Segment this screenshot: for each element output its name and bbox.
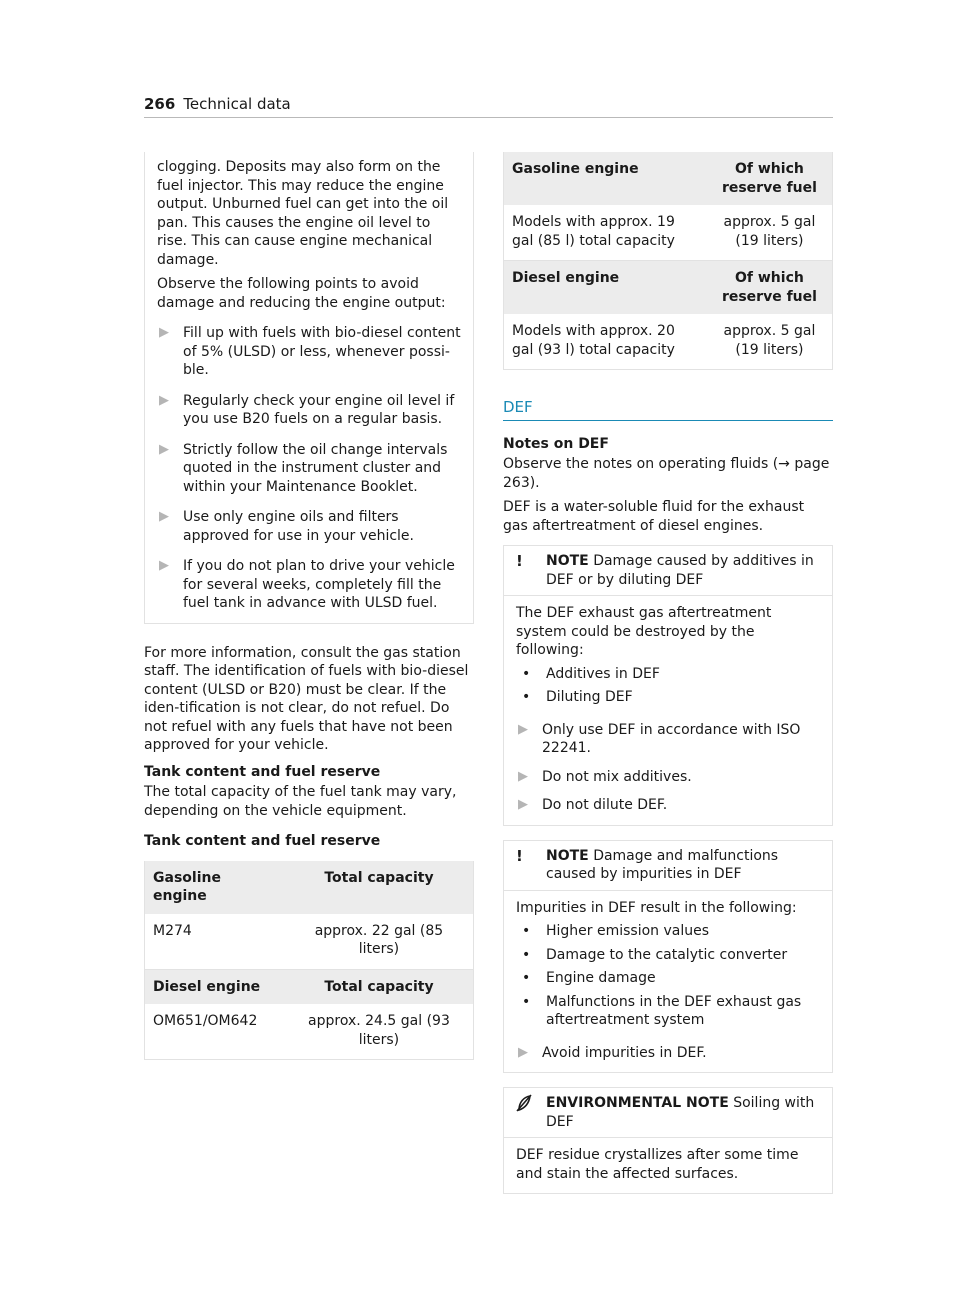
- table-header-cell: Total capacity: [285, 861, 474, 914]
- bullet-icon: •: [522, 923, 531, 939]
- note-box-additives: [503, 545, 833, 826]
- arrow-right-icon: ▶: [518, 721, 528, 737]
- note-text: DEF residue crystallizes after some time and stain the affected surfaces.: [516, 1147, 799, 1182]
- arrow-right-icon: ▶: [518, 1044, 528, 1060]
- table-header-cell: Gasoline engine: [504, 152, 707, 205]
- note-label: ENVIRONMENTAL NOTE: [546, 1095, 729, 1111]
- table-row: [504, 314, 833, 370]
- intro-paragraph-2: Observe the following points to avoid damage and reducing the engine output:: [157, 276, 446, 311]
- list-item: • Damage to the catalytic converter: [516, 946, 820, 965]
- arrow-right-icon: ▶: [159, 392, 169, 408]
- step-item: ▶ Regularly check your engine oil level if you use B20 fuels on a regular basis.: [159, 392, 455, 427]
- table-cell: approx. 5 gal (19 liters): [707, 314, 833, 370]
- tank-heading: Tank content and fuel reserve: [144, 763, 381, 780]
- intro-paragraph: clogging. Deposits may also form on the fuel injector. This may reduce the engine output. Unburned fuel can get into the oil pan. This causes the engine oil level to rise. This can cause engine mechanical damage.: [157, 159, 449, 268]
- step-item: ▶ Strictly follow the oil change intervals quoted in the instrument cluster and within your Maintenance Booklet.: [159, 441, 448, 495]
- list-item: • Diluting DEF: [516, 688, 820, 707]
- note-body: [504, 1138, 832, 1193]
- bullet-icon: •: [522, 665, 531, 682]
- page-header: [144, 95, 833, 118]
- arrow-right-icon: ▶: [518, 797, 528, 812]
- note-title: Damage caused by additives in DEF or by diluting DEF: [546, 553, 814, 588]
- note-label: NOTE: [546, 553, 589, 569]
- warning-icon: !: [516, 846, 523, 865]
- list-item: • Additives in DEF: [516, 665, 820, 684]
- page-number: 266: [144, 95, 176, 113]
- step-item: ▶ Avoid impurities in DEF.: [518, 1044, 707, 1061]
- bullet-icon: •: [522, 993, 531, 1010]
- table-cell: OM651/OM642: [145, 1004, 285, 1060]
- note-header: [504, 841, 832, 891]
- table-row: [145, 914, 474, 970]
- arrow-right-icon: ▶: [159, 325, 169, 340]
- right-column: [503, 152, 833, 1208]
- table-cell: Models with approx. 19 gal (85 l) total capacity: [504, 205, 707, 261]
- step-item: ▶ Only use DEF in accordance with ISO 22241.: [518, 721, 801, 756]
- arrow-right-icon: ▶: [159, 509, 169, 524]
- step-item: ▶ Use only engine oils and filters approved for use in your vehicle.: [159, 509, 414, 544]
- notes-heading: Notes on DEF: [503, 435, 609, 452]
- table-header-cell: Of which reserve fuel: [707, 261, 833, 315]
- note-text: The DEF exhaust gas aftertreatment system could be destroyed by the following:: [516, 605, 772, 658]
- table-header-cell: Diesel engine: [504, 261, 707, 315]
- table-cell: approx. 5 gal (19 liters): [707, 205, 833, 261]
- section-title-def: DEF: [503, 398, 833, 421]
- reserve-fuel-table: [503, 152, 833, 370]
- table-header-row: [145, 969, 474, 1004]
- arrow-right-icon: ▶: [159, 441, 169, 457]
- tank-capacity-table: [144, 861, 474, 1061]
- note-header: [504, 1088, 832, 1138]
- step-item: ▶ Do not mix additives.: [518, 768, 692, 785]
- table-heading: Tank content and fuel reserve: [144, 833, 381, 849]
- table-row: [504, 205, 833, 261]
- table-header-row: [145, 861, 474, 914]
- note-label: NOTE: [546, 847, 589, 864]
- table-header-cell: Diesel engine: [145, 969, 285, 1004]
- table-cell: Models with approx. 20 gal (93 l) total capacity: [504, 314, 707, 370]
- list-item: • Engine damage: [516, 969, 820, 988]
- notes-paragraph-2: DEF is a water-soluble fluid for the exhaust gas aftertreatment of diesel engines.: [503, 499, 805, 534]
- left-column: [144, 152, 474, 1060]
- note-title: Damage and malfunctions caused by impurities in DEF: [546, 847, 779, 882]
- tank-paragraph: The total capacity of the fuel tank may vary, depending on the vehicle equipment.: [144, 784, 457, 819]
- bullet-icon: •: [522, 946, 531, 963]
- note-box-impurities: [503, 840, 833, 1074]
- table-cell: M274: [145, 914, 285, 970]
- note-body: [504, 596, 832, 825]
- bullet-icon: •: [522, 689, 531, 705]
- arrow-right-icon: ▶: [159, 558, 169, 573]
- step-item: ▶ If you do not plan to drive your vehicle for several weeks, completely fill the fuel tank in advance with ULSD fuel.: [159, 558, 455, 611]
- table-header-row: [504, 261, 833, 315]
- table-cell: approx. 24.5 gal (93 liters): [285, 1004, 474, 1060]
- table-header-row: [504, 152, 833, 205]
- note-title: Soiling with DEF: [546, 1095, 815, 1130]
- note-box-environmental: [503, 1087, 833, 1194]
- list-item: • Malfunctions in the DEF exhaust gas aftertreatment system: [516, 993, 820, 1030]
- bio-diesel-box: [144, 152, 474, 624]
- table-cell: approx. 22 gal (85 liters): [285, 914, 474, 970]
- arrow-right-icon: ▶: [518, 768, 528, 784]
- table-row: [145, 1004, 474, 1060]
- info-paragraph: For more information, consult the gas station staff. The identification of fuels with bio-diesel content (ULSD or B20) must be clear. If the iden-tification is not clear, do not refuel. Do not refuel with any fuels that have not been approved for your vehicle.: [144, 644, 469, 753]
- note-text: Impurities in DEF result in the following:: [516, 899, 797, 916]
- page-section-title: Technical data: [183, 95, 291, 113]
- environment-leaf-icon: [516, 1094, 546, 1131]
- note-body: [504, 891, 832, 1073]
- notes-paragraph: Observe the notes on operating fluids (→ page 263).: [503, 456, 830, 491]
- warning-icon: !: [516, 552, 523, 570]
- table-header-cell: Of which reserve fuel: [707, 152, 833, 205]
- note-header: [504, 546, 832, 596]
- table-header-cell: Gasoline engine: [145, 861, 285, 914]
- table-header-cell: Total capacity: [285, 969, 474, 1004]
- step-item: ▶ Do not dilute DEF.: [518, 797, 668, 813]
- step-item: ▶ Fill up with fuels with bio-diesel content of 5% (ULSD) or less, whenever possi-ble.: [159, 325, 461, 378]
- bullet-icon: •: [522, 970, 531, 986]
- list-item: • Higher emission values: [516, 922, 820, 941]
